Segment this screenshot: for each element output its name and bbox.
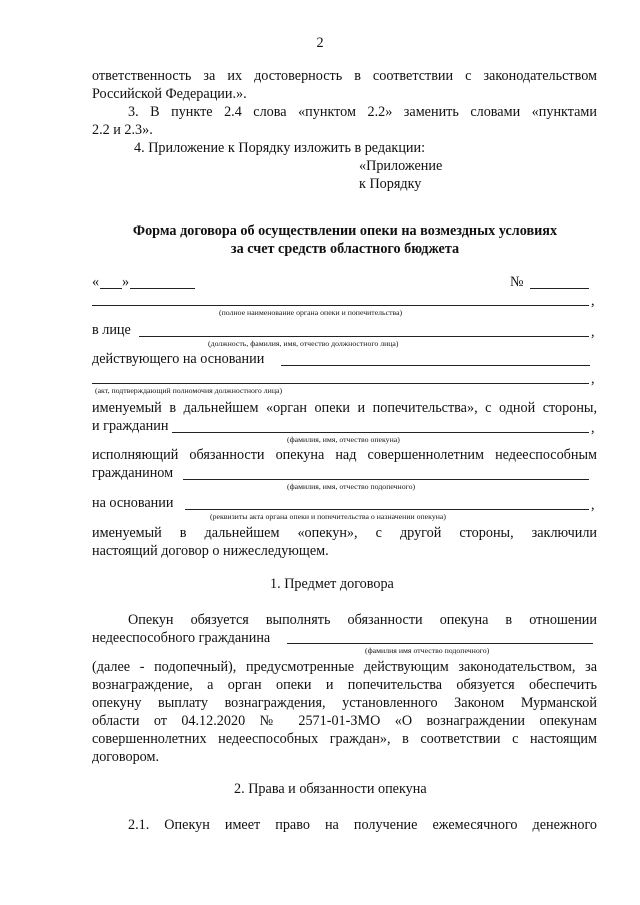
requisites-line — [185, 509, 589, 510]
basis-label: на основании — [92, 495, 174, 511]
caption-ward: (фамилия, имя, отчество подопечного) — [287, 482, 416, 491]
section-1-line: договором. — [92, 749, 160, 765]
number-line — [530, 288, 589, 289]
ward-line — [183, 479, 589, 480]
section-1-line: области от 04.12.2020 № 2571-01-ЗМО «О вознаграждении опекунам — [92, 713, 597, 729]
intro-item-3-cont: 2.2 и 2.3». — [92, 122, 153, 138]
number-label: № — [510, 274, 524, 290]
citizen-label: и гражданин — [92, 418, 169, 434]
caption-guardian: (фамилия, имя, отчество опекуна) — [287, 435, 400, 444]
intro-item-4: 4. Приложение к Порядку изложить в редакции: — [134, 140, 426, 156]
form-title: за счет средств областного бюджета — [230, 241, 460, 257]
named-line: именуемый в дальнейшем «орган опеки и попечительства», с одной стороны, — [92, 400, 597, 416]
section-2-line: 2.1. Опекун имеет право на получение ежемесячного денежного — [128, 817, 597, 833]
comma: , — [591, 324, 595, 340]
citizen2-label: гражданином — [92, 465, 174, 481]
act-line — [92, 383, 589, 384]
section-1-line: совершеннолетних недееспособных граждан», в соответствии с настоящим — [92, 731, 597, 747]
caption-requisites: (реквизиты акта органа опеки и попечительства о назначении опекуна) — [210, 512, 446, 521]
concluded-line: настоящий договор о нижеследующем. — [92, 543, 329, 559]
comma: , — [591, 371, 595, 387]
ward2-line — [287, 643, 593, 644]
organ-line — [92, 305, 589, 306]
annex-label: к Порядку — [359, 176, 422, 192]
date-close: » — [122, 274, 130, 290]
section-1-line: (далее - подопечный), предусмотренные действующим законодательством, за — [92, 659, 597, 675]
annex-label: «Приложение — [359, 158, 443, 174]
intro-line: ответственность за их достоверность в соответствии с законодательством — [92, 68, 597, 84]
section-1-line: недееспособного гражданина — [92, 630, 271, 646]
performing-line: исполняющий обязанности опекуна над совершеннолетним недееспособным — [92, 447, 597, 463]
position-line — [139, 336, 589, 337]
section-1-heading: 1. Предмет договора — [270, 576, 394, 592]
named2-line: именуемый в дальнейшем «опекун», с другой стороны, заключили — [92, 525, 597, 541]
acting-label: действующего на основании — [92, 351, 265, 367]
intro-item-3: 3. В пункте 2.4 слова «пунктом 2.2» заменить словами «пунктами — [128, 104, 597, 120]
date-month-line — [130, 288, 195, 289]
date-day-line — [100, 288, 122, 289]
date-open: « — [92, 274, 100, 290]
v-litse-label: в лице — [92, 322, 131, 338]
page-number: 2 — [316, 35, 324, 51]
guardian-line — [172, 432, 589, 433]
caption-organ: (полное наименование органа опеки и попечительства) — [219, 308, 403, 317]
caption-ward2: (фамилия имя отчество подопечного) — [365, 646, 490, 655]
caption-act: (акт, подтверждающий полномочия должностного лица) — [95, 386, 283, 395]
comma: , — [591, 497, 595, 513]
section-1-line: опекуну выплату вознаграждения, установленного Законом Мурманской — [92, 695, 597, 711]
intro-line: Российской Федерации.». — [92, 86, 247, 102]
comma: , — [591, 293, 595, 309]
section-1-line: Опекун обязуется выполнять обязанности опекуна в отношении — [128, 612, 597, 628]
section-1-line: вознаграждение, а орган опеки и попечительства обязуется обеспечить — [92, 677, 597, 693]
form-title: Форма договора об осуществлении опеки на возмездных условиях — [132, 223, 558, 239]
acting-line — [281, 365, 590, 366]
caption-position: (должность, фамилия, имя, отчество должностного лица) — [208, 339, 399, 348]
section-2-heading: 2. Права и обязанности опекуна — [234, 781, 427, 797]
comma: , — [591, 420, 595, 436]
